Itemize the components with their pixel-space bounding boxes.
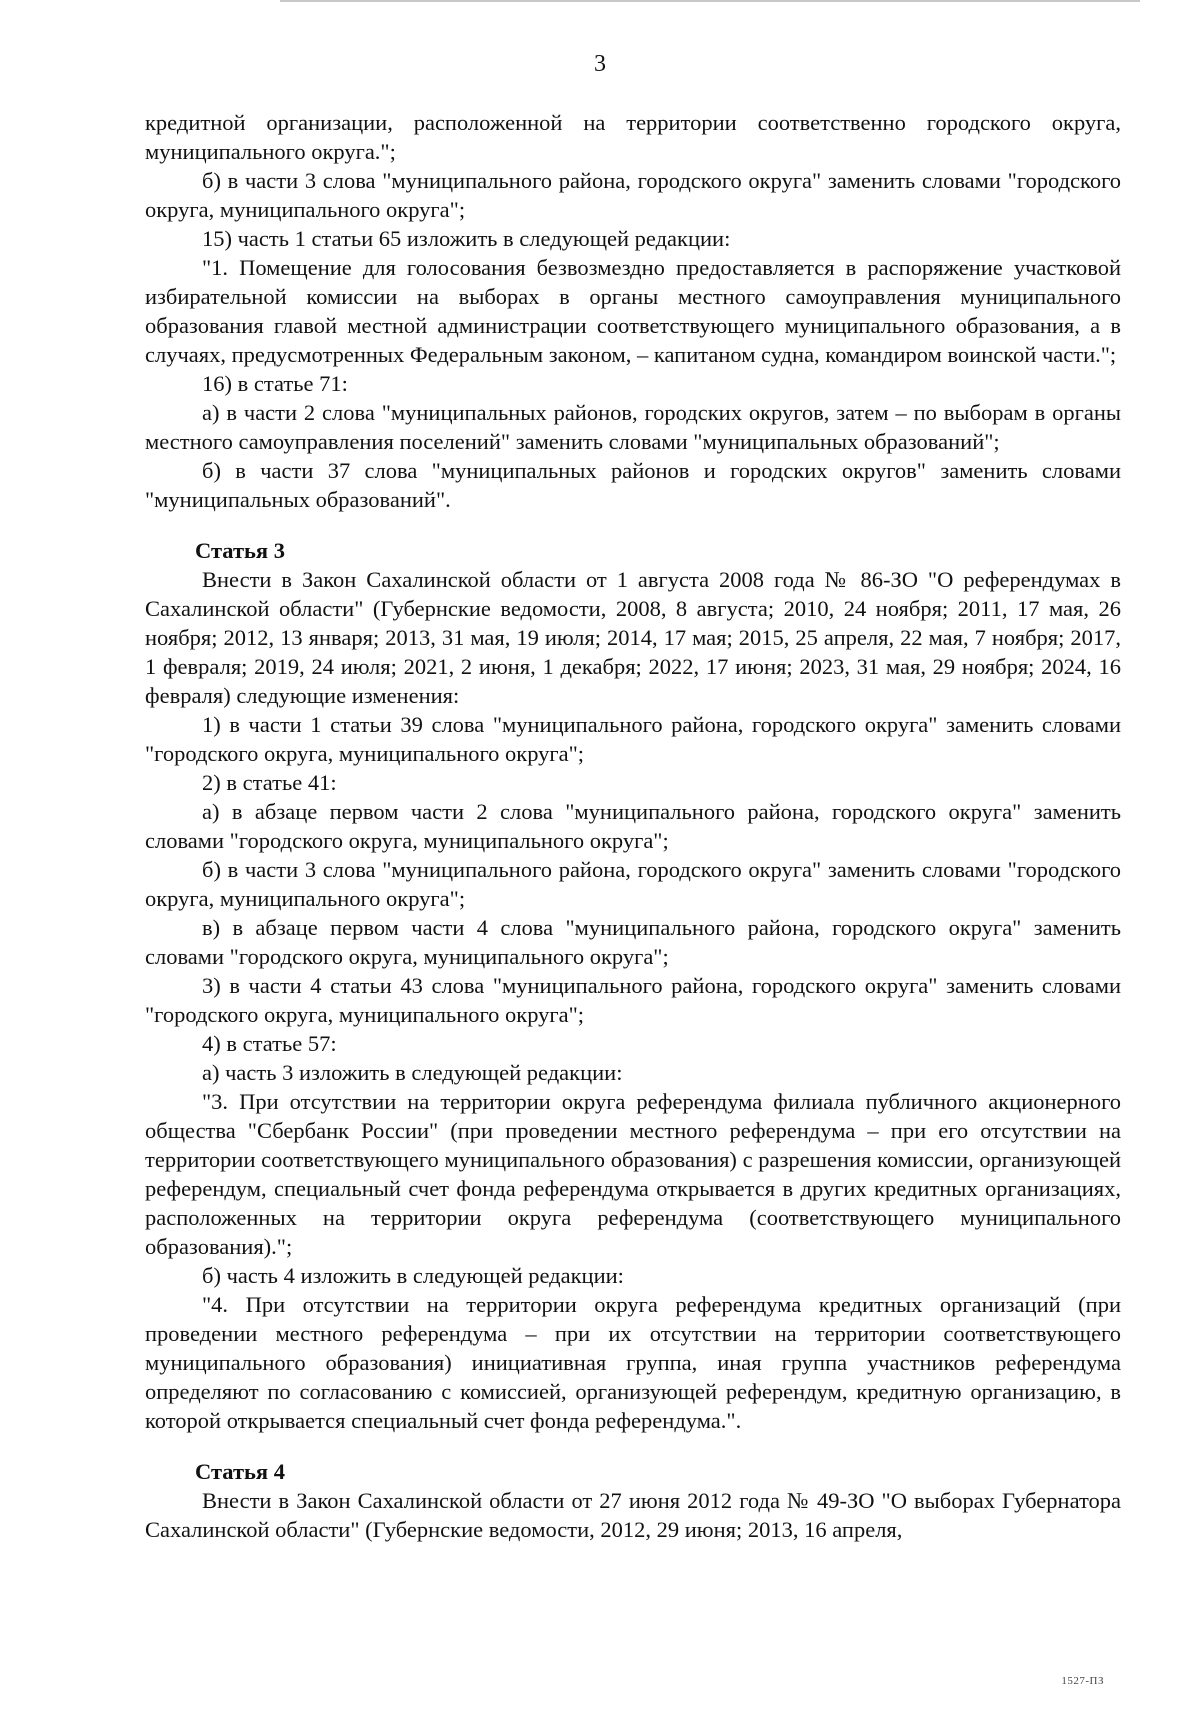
paragraph: 15) часть 1 статьи 65 изложить в следующей редакции:	[202, 226, 731, 251]
paragraph: кредитной организации, расположенной на территории соответственно городского округа, муниципального округа.";	[145, 110, 1121, 164]
paragraph: б) в части 3 слова "муниципального района, городского округа" заменить словами "городского округа, муниципального округа";	[145, 857, 1121, 911]
paragraph: б) в части 3 слова "муниципального района, городского округа" заменить словами "городского округа, муниципального округа";	[145, 168, 1121, 222]
paragraph: в) в абзаце первом части 4 слова "муниципального района, городского округа" заменить словами "городского округа, муниципального округа";	[145, 915, 1121, 969]
paragraph: 4) в статье 57:	[202, 1031, 337, 1056]
article-heading: Статья 3	[195, 538, 285, 563]
paragraph: "3. При отсутствии на территории округа референдума филиала публичного акционерного общества "Сбербанк России" (при проведении местного референдума – при его отсутствии на территории соответствующего муниципального образования) с разрешения комиссии, организующей референдум, специальный счет фонда референдума открывается в других кредитных организациях, расположенных на территории округа референдума (соответствующего муниципального образования).";	[145, 1089, 1121, 1259]
paragraph: 1) в части 1 статьи 39 слова "муниципального района, городского округа" заменить словами "городского округа, муниципального округа";	[145, 712, 1121, 766]
page-number: 3	[594, 51, 606, 77]
paragraph: Внести в Закон Сахалинской области от 1 августа 2008 года № 86-ЗО "О референдумах в Сахалинской области" (Губернские ведомости, 2008, 8 августа; 2010, 24 ноября; 2011, 17 мая, 26 ноября; 2012, 13 января; 2013, 31 мая, 19 июля; 2014, 17 мая; 2015, 25 апреля, 22 мая, 7 ноября; 2017, 1 февраля; 2019, 24 июля; 2021, 2 июня, 1 декабря; 2022, 17 июня; 2023, 31 мая, 29 ноября; 2024, 16 февраля) следующие изменения:	[145, 567, 1121, 708]
paragraph: а) в части 2 слова "муниципальных районов, городских округов, затем – по выборам в органы местного самоуправления поселений" заменить словами "муниципальных образований";	[145, 400, 1121, 454]
paragraph: "1. Помещение для голосования безвозмездно предоставляется в распоряжение участковой избирательной комиссии на выборах в органы местного самоуправления муниципального образования главой местной администрации соответствующего муниципального образования, а в случаях, предусмотренных Федеральным законом, – капитаном судна, командиром воинской части.";	[145, 255, 1121, 367]
paragraph: б) в части 37 слова "муниципальных районов и городских округов" заменить словами "муниципальных образований".	[145, 458, 1121, 512]
footer-document-code: 1527-ПЗ	[1061, 1675, 1104, 1687]
paragraph: а) в абзаце первом части 2 слова "муниципального района, городского округа" заменить словами "городского округа, муниципального округа";	[145, 799, 1121, 853]
paragraph: 2) в статье 41:	[202, 770, 337, 795]
article-heading: Статья 4	[195, 1459, 285, 1484]
paragraph: б) часть 4 изложить в следующей редакции:	[202, 1263, 624, 1288]
paragraph: "4. При отсутствии на территории округа референдума кредитных организаций (при проведении местного референдума – при их отсутствии на территории соответствующего муниципального образования) инициативная группа, иная группа участников референдума определяют по согласованию с комиссией, организующей референдум, кредитную организацию, в которой открывается специальный счет фонда референдума.".	[145, 1292, 1121, 1433]
paragraph: 16) в статье 71:	[202, 371, 348, 396]
scan-top-edge	[280, 0, 1140, 2]
paragraph: Внести в Закон Сахалинской области от 27 июня 2012 года № 49-ЗО "О выборах Губернатора Сахалинской области" (Губернские ведомости, 2012, 29 июня; 2013, 16 апреля,	[145, 1488, 1121, 1542]
paragraph: а) часть 3 изложить в следующей редакции:	[202, 1060, 623, 1085]
document-body	[145, 108, 1121, 1544]
paragraph: 3) в части 4 статьи 43 слова "муниципального района, городского округа" заменить словами "городского округа, муниципального округа";	[145, 973, 1121, 1027]
